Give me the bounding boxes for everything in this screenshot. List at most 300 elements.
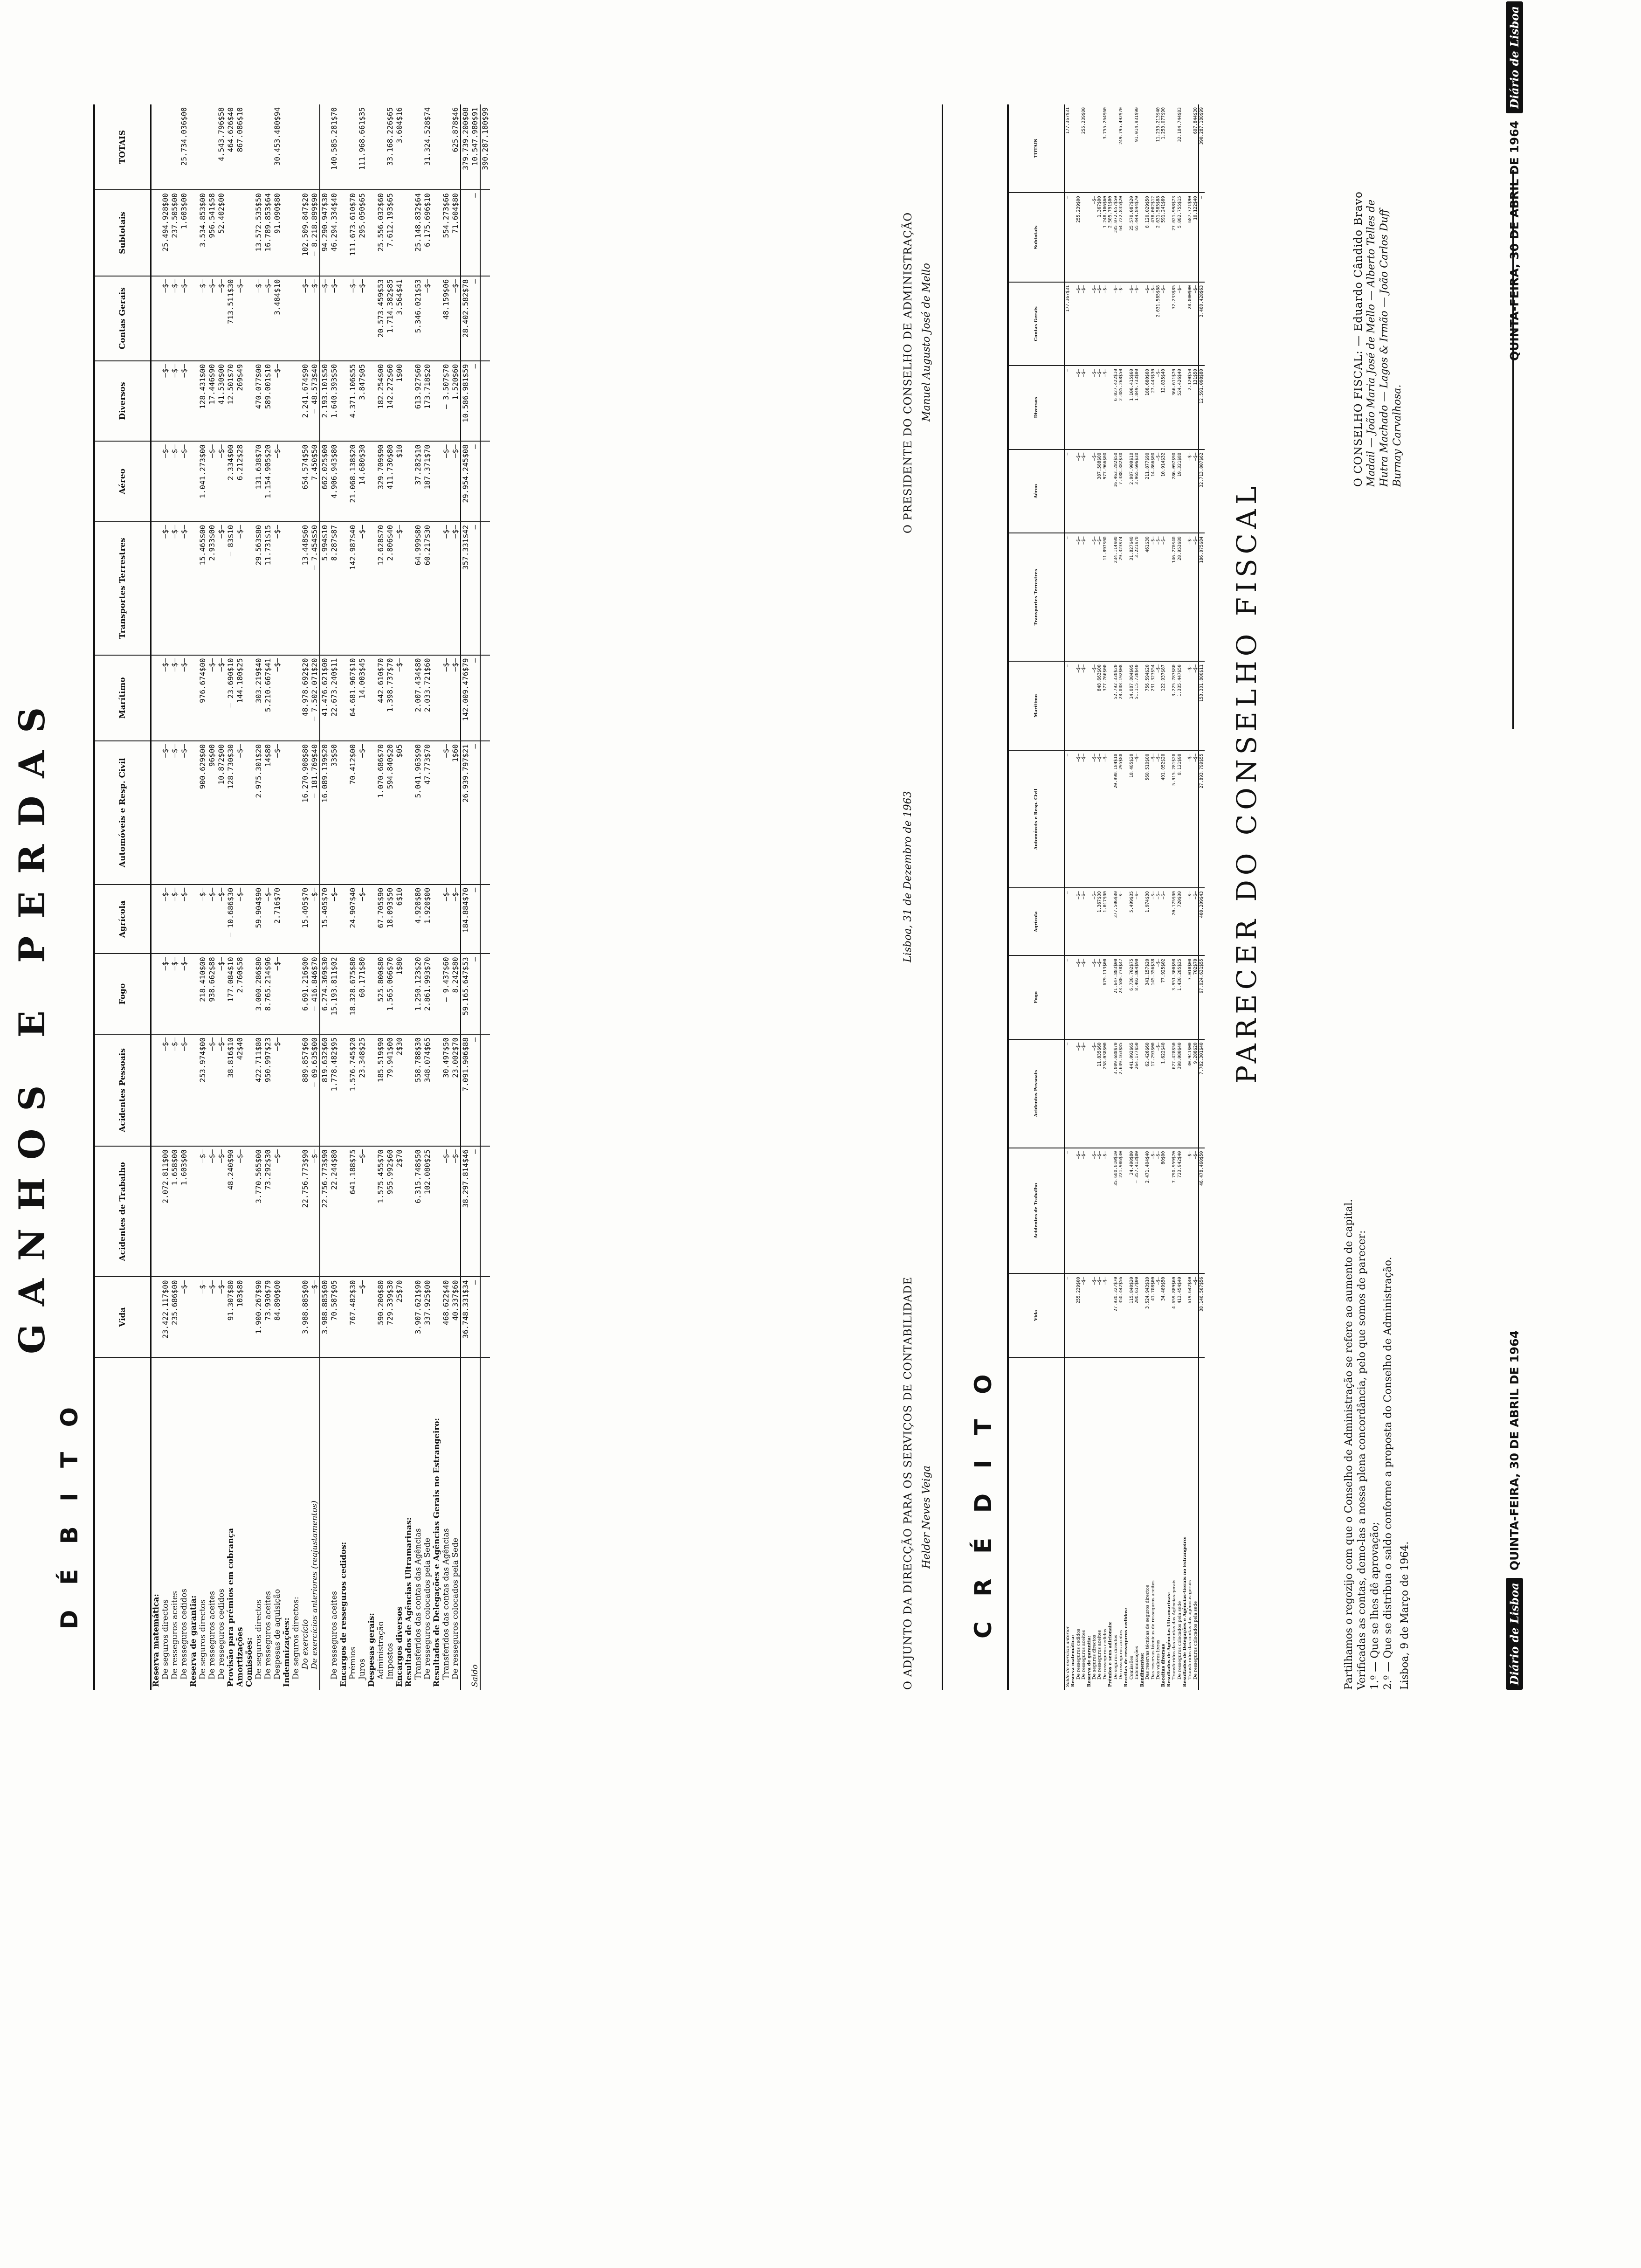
credit-cell: 18.405$20 [1129,750,1134,888]
credit-cell: —$— [1156,533,1161,661]
debit-cell [432,190,441,276]
debit-cell: — [470,190,480,276]
debit-cell: —$— [310,1277,320,1358]
credit-cell: 5.915.281$20 [1172,750,1177,888]
parecer-line: 1.º — Que se lhes dê aprovação; [1369,1521,1381,1690]
debit-cell: 28.402.582$78 [461,276,470,361]
debit-cell: 14.680$30 [358,441,367,522]
debit-cell: 8.287$87 [330,522,339,655]
debit-row [404,104,414,1690]
debit-column-header: Diversos [94,361,151,442]
debit-cell [245,1277,254,1358]
debit-row-label: Provisão para prémios em cobrança [226,1528,235,1687]
debit-cell [245,104,254,190]
debit-cell: 4.920$80 [414,885,423,954]
debit-cell: 867.086$10 [235,104,245,190]
debit-cell: —$— [179,361,189,442]
debit-row-label: Despesas de aquisição [273,1589,282,1680]
credit-cell: —$— [1118,282,1124,366]
debit-column-header: TOTAIS [94,104,151,190]
debit-cell: — [470,361,480,442]
debit-cell: 10.872$00 [217,741,226,885]
credit-column-header: Contas Gerais [1008,282,1065,366]
parecer-line: Lisboa, 9 de Março de 1964. [1399,1541,1411,1690]
debit-cell [189,655,198,741]
debit-cell [432,104,441,190]
debit-cell [395,190,404,276]
debit-row-label [480,1357,490,1690]
credit-cell: —$— [1161,533,1166,661]
credit-row-label [1199,1357,1204,1690]
credit-cell: 153.301.800$11 [1199,661,1204,750]
credit-cell: —$— [1092,661,1097,750]
debit-cell: 79.941$00 [386,1034,395,1146]
debit-row [432,104,441,1690]
credit-cell [1087,661,1092,750]
debit-cell: — [470,522,480,655]
debit-cell: —$— [263,885,273,954]
debit-cell: 20.573.459$53 [376,276,386,361]
credit-cell: —$— [1156,661,1161,750]
president-name: Manuel Augusto José de Mello [921,263,932,422]
debit-column-header: Subtotais [94,190,151,276]
credit-cell: 255.239$00 [1081,104,1086,193]
debit-cell: 1.778.482$95 [330,1034,339,1146]
debit-cell: 91.090$80 [273,190,282,276]
debit-row-label: De exercícios anteriores (reajustamentos) [310,1500,319,1669]
debit-cell: 554.273$66 [441,190,451,276]
credit-row [1097,104,1102,1690]
debit-cell: 442.610$70 [376,655,386,741]
credit-cell: —$— [1193,533,1199,661]
credit-cell [1140,1148,1145,1274]
debit-cell: 3.564$41 [395,276,404,361]
credit-row [1129,104,1134,1690]
debit-cell [367,655,376,741]
credit-cell: 35.600.010$10 [1113,1148,1118,1274]
debit-cell: 2.975.301$20 [254,741,263,885]
credit-cell: 2.649.163$85 [1118,1039,1124,1148]
debit-cell: —$— [330,276,339,361]
debit-cell: $10 [395,441,404,522]
debit-cell: 38.816$10 [226,1034,235,1146]
credit-cell [1108,750,1113,888]
debit-cell [367,1277,376,1358]
credit-cell: —$— [1076,449,1081,533]
credit-cell: —$— [1081,1039,1086,1148]
credit-cell [1145,104,1150,193]
credit-cell: —$— [1156,750,1161,888]
footer-date: QUINTA-FEIRA, 30 DE ABRIL DE 1964 [1508,120,1521,361]
debit-cell: —$— [217,276,226,361]
debit-cell [432,276,441,361]
credit-cell [1182,1148,1187,1274]
debit-cell: 37.282$10 [414,441,423,522]
debit-cell: 30.497$50 [441,1034,451,1146]
debit-row-label: De seguros directos [254,1599,263,1680]
credit-row [1166,104,1172,1690]
debit-row [451,104,461,1690]
credit-cell [1182,104,1187,193]
debit-row-label: Amortizações [235,1627,245,1687]
credit-cell [1140,193,1145,282]
debit-cell [480,522,490,655]
debit-cell: 31.324.528$74 [423,104,432,190]
credit-cell: 341.157$20 [1145,955,1150,1039]
debit-cell: 1$80 [395,954,404,1034]
debit-cell [282,741,291,885]
debit-cell [404,522,414,655]
credit-row-label: Dos valores livres [1155,1639,1161,1680]
debit-cell: 22.756.773$90 [320,1146,330,1277]
credit-cell [1070,282,1076,366]
debit-cell [404,441,414,522]
debit-cell [432,954,441,1034]
debit-cell: 713.511$30 [226,276,235,361]
credit-cell: 30.941$00 [1187,1039,1193,1148]
debit-row [235,104,245,1690]
credit-cell [1087,1273,1092,1357]
debit-cell: 411.730$80 [386,441,395,522]
debit-cell [348,104,358,190]
debit-cell: 390.287.180$99 [480,104,490,190]
credit-cell: —$— [1187,661,1193,750]
credit-cell: —$— [1156,1039,1161,1148]
debit-cell: 379.739.200$08 [461,104,470,190]
debit-row [161,104,170,1690]
credit-cell: 231.323$54 [1151,661,1156,750]
credit-cell [1182,750,1187,888]
debit-cell: —$— [217,1277,226,1358]
debit-cell: 40.337$60 [451,1277,461,1358]
credit-cell: 200.617$00 [1134,1273,1139,1357]
debit-cell: —$— [395,655,404,741]
credit-row-label: Das reservas técnicas de resseguros aceites [1150,1580,1156,1680]
debit-cell [263,104,273,190]
debit-cell: 468.622$40 [441,1277,451,1358]
debit-cell: 2.861.993$70 [423,954,432,1034]
credit-cell: — [1065,955,1071,1039]
debit-cell: 103$80 [235,1277,245,1358]
debit-cell: 33.168.226$65 [386,104,395,190]
debit-cell: 128.730$30 [226,741,235,885]
debit-cell [404,104,414,190]
masthead-logo: Diário de Lisboa [1506,1,1523,113]
footer-right [1506,1,1523,361]
credit-cell: —$— [1081,888,1086,955]
debit-cell [282,1146,291,1277]
credit-cell [1166,955,1172,1039]
credit-cell: 185.072.657$50 [1113,193,1118,282]
credit-cell [1124,104,1129,193]
debit-cell: 590.200$80 [376,1277,386,1358]
credit-row [1161,104,1166,1690]
debit-cell: 1.640.393$50 [330,361,339,442]
debit-cell: —$— [358,1277,367,1358]
credit-cell: 27.893.799$55 [1199,750,1204,888]
debit-cell: 1.520$60 [451,361,461,442]
fiscal-council-signatures [1352,11,1404,487]
credit-cell: —$— [1092,750,1097,888]
debit-cell [151,655,161,741]
credit-cell: 32.104.744$83 [1177,104,1182,193]
debit-cell: 38.297.814$46 [461,1146,470,1277]
debit-heading: D É B I T O [56,1398,83,1629]
debit-cell: 16.789.853$64 [263,190,273,276]
debit-cell: —$— [310,276,320,361]
debit-cell [282,1034,291,1146]
debit-cell: 1$00 [395,361,404,442]
credit-cell: —$— [1092,888,1097,955]
credit-cell [1070,104,1076,193]
parecer-line: Partilhamos o regozijo com que o Conselho de Administração se refere ao aumento de capital. [1343,1199,1355,1690]
credit-cell: 14.087.004$05 [1129,661,1134,750]
debit-cell: 1.603$00 [179,190,189,276]
credit-cell [1108,533,1113,661]
debit-cell: —$— [348,276,358,361]
debit-cell: — [470,441,480,522]
credit-row [1134,104,1139,1690]
debit-row-label: Prémios [348,1646,358,1680]
debit-cell [254,104,263,190]
debit-cell: —$— [161,954,170,1034]
debit-cell: — [470,1034,480,1146]
credit-cell [1070,533,1076,661]
credit-cell: 28.953$80 [1177,533,1182,661]
credit-cell [1108,661,1113,750]
credit-cell: 188.680$60 [1145,366,1150,449]
debit-cell: 956.541$58 [207,190,217,276]
debit-cell: 2.933$00 [207,522,217,655]
debit-cell [245,1034,254,1146]
credit-cell: 1.622$40 [1161,1039,1166,1148]
debit-cell: 17.446$90 [207,361,217,442]
debit-cell: 91.307$80 [226,1277,235,1358]
credit-row-label: De seguros directos [1113,1634,1118,1680]
fiscal-council-heading: O CONSELHO FISCAL: — Eduardo Cândido Bravo [1352,191,1365,487]
debit-cell [432,741,441,885]
debit-row-label: De resseguros cedidos [179,1589,189,1680]
credit-cell: 11.233.213$40 [1156,104,1161,193]
credit-cell: —$— [1076,282,1081,366]
debit-cell: —$— [198,1277,207,1358]
debit-row [395,104,404,1690]
debit-cell: — [470,1146,480,1277]
debit-cell [189,1277,198,1358]
credit-row [1070,104,1076,1690]
masthead-logo: Diário de Lisboa [1506,1578,1523,1690]
credit-cell: 258.038$00 [1103,1039,1108,1148]
credit-cell: 20.990.184$10 [1113,750,1118,888]
credit-cell: —$— [1092,282,1097,366]
debit-row [170,104,179,1690]
debit-cell: 14$80 [263,741,273,885]
debit-cell [480,741,490,885]
debit-cell [282,655,291,741]
credit-cell: 1.248.106$60 [1103,193,1108,282]
debit-cell: —$— [207,276,217,361]
credit-cell [1182,366,1187,449]
debit-cell: 42$40 [235,1034,245,1146]
debit-row [310,104,320,1690]
credit-cell: —$— [1092,366,1097,449]
credit-row-label: Indemnizações [1134,1646,1140,1680]
credit-cell: 286.097$90 [1172,449,1177,533]
credit-cell: —$— [1187,533,1193,661]
credit-cell: —$— [1156,1148,1161,1274]
debit-cell [339,885,348,954]
debit-cell: 589.001$10 [263,361,273,442]
debit-cell: 3.000.286$80 [254,954,263,1034]
credit-row [1156,104,1161,1690]
debit-cell: 94.290.947$30 [320,190,330,276]
debit-cell: 5.994$10 [320,522,330,655]
credit-row [1177,104,1182,1690]
credit-cell: 2.631.585$88 [1156,282,1161,366]
credit-cell [1166,282,1172,366]
debit-cell: —$— [217,441,226,522]
credit-cell [1108,104,1113,193]
debit-row-label: Encargos de resseguros cedidos: [339,1542,348,1687]
credit-cell: 524.426$40 [1177,366,1182,449]
debit-cell: 14.003$45 [358,655,367,741]
credit-cell: —$— [1092,449,1097,533]
credit-cell: 3.009.688$70 [1113,1039,1118,1148]
debit-cell [291,741,301,885]
debit-cell: —$— [170,1034,179,1146]
credit-cell: 387.588$00 [1097,449,1102,533]
credit-cell [1070,193,1076,282]
debit-cell: 3.484$10 [273,276,282,361]
debit-cell: 329.709$90 [376,441,386,522]
credit-row [1103,104,1108,1690]
debit-cell [376,104,386,190]
credit-cell: —$— [1081,1148,1086,1274]
credit-cell: 221.986$30 [1118,1148,1124,1274]
credit-cell: 2.987.909$10 [1129,449,1134,533]
credit-cell [1087,104,1092,193]
credit-cell: —$— [1081,750,1086,888]
debit-cell: 1.603$00 [179,1146,189,1277]
credit-cell: 146.270$40 [1172,533,1177,661]
debit-cell: —$— [207,885,217,954]
debit-cell [282,276,291,361]
debit-row [423,104,432,1690]
credit-cell [1140,366,1145,449]
credit-cell: 255.239$00 [1076,1273,1081,1357]
debit-cell [339,655,348,741]
debit-cell: 357.331$42 [461,522,470,655]
debit-cell: 111.968.661$35 [358,104,367,190]
debit-cell: — 48.573$40 [310,361,320,442]
debit-cell [367,954,376,1034]
debit-cell: 23.348$25 [358,1034,367,1146]
credit-cell: 627.428$50 [1172,1039,1177,1148]
debit-cell [282,954,291,1034]
debit-cell: 22.673.240$11 [330,655,339,741]
credit-cell: —$— [1081,449,1086,533]
credit-cell [1166,888,1172,955]
debit-cell: — [470,655,480,741]
credit-cell [1124,1273,1129,1357]
credit-cell [1140,533,1145,661]
debit-cell [151,522,161,655]
debit-cell [226,190,235,276]
credit-cell: 12.591.098$80 [1199,366,1204,449]
debit-cell [404,655,414,741]
debit-cell: — 9.437$60 [441,954,451,1034]
credit-cell [1108,282,1113,366]
credit-cell: 186.075$84 [1199,533,1204,661]
fiscal-council-member-line: Burnay Carvalhosa. [1392,384,1403,487]
debit-cell: 2.806$40 [386,522,395,655]
credit-cell: 34.469$50 [1161,1273,1166,1357]
debit-cell [282,361,291,442]
debit-cell [245,885,254,954]
debit-cell: 3.907.621$90 [414,1277,423,1358]
credit-cell: 249.795.492$70 [1118,104,1124,193]
credit-cell: —$— [1151,282,1156,366]
debit-row-label: Resultados de Agências Ultramarinas: [404,1517,414,1687]
credit-cell [1124,366,1129,449]
debit-cell: —$— [254,276,263,361]
main-title: GANHOS E PERDAS [11,689,53,1354]
debit-cell [291,1034,301,1146]
credit-cell [1124,1148,1129,1274]
credit-cell: — [1065,193,1071,282]
credit-cell [1070,888,1076,955]
debit-cell: 33$50 [330,741,339,885]
debit-cell: 13.572.535$50 [254,190,263,276]
credit-cell: —$— [1193,750,1199,888]
debit-cell: —$— [207,1146,217,1277]
debit-cell: —$— [451,276,461,361]
credit-cell: 295$80 [1118,750,1124,888]
credit-cell: 28.000$00 [1187,282,1193,366]
debit-cell: —$— [170,361,179,442]
debit-table [93,104,490,1690]
debit-row [376,104,386,1690]
debit-cell: 173.718$20 [423,361,432,442]
debit-cell: 70.412$00 [348,741,358,885]
debit-cell: 348.074$65 [423,1034,432,1146]
debit-cell [189,276,198,361]
credit-cell: —$— [1156,366,1161,449]
debit-cell: 819.632$60 [320,1034,330,1146]
debit-cell [404,1034,414,1146]
debit-cell: 18.093$50 [386,885,395,954]
credit-label-header [1008,1357,1065,1690]
debit-cell [441,104,451,190]
debit-cell: 2.033.721$60 [423,655,432,741]
debit-cell [480,441,490,522]
debit-cell: —$— [451,1146,461,1277]
debit-cell: 24.907$40 [348,885,358,954]
debit-cell [432,1034,441,1146]
credit-cell: 2.471.404$40 [1145,1148,1150,1274]
debit-row [461,104,470,1690]
credit-cell: —$— [1151,533,1156,661]
credit-cell [1070,1273,1076,1357]
credit-column-header: Marítimo [1008,661,1065,750]
parecer-text [1343,897,1412,1690]
credit-cell: — [1065,1039,1071,1148]
debit-row [245,104,254,1690]
debit-cell [245,1146,254,1277]
credit-cell: —$— [1187,888,1193,955]
debit-cell: —$— [170,885,179,954]
debit-cell: — 3.507$70 [441,361,451,442]
